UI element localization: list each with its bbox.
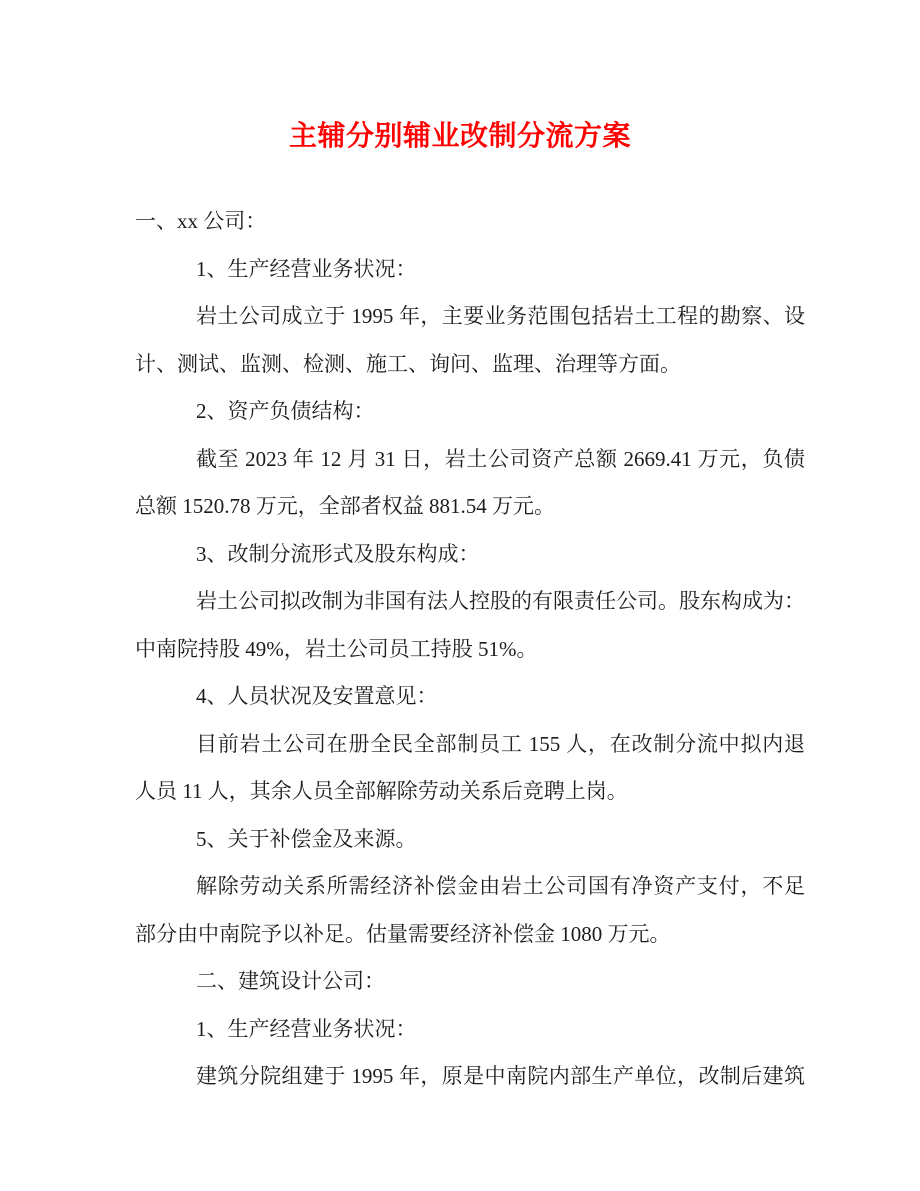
text-line: 1、生产经营业务状况：	[196, 256, 417, 281]
text-line: 二、建筑设计公司：	[196, 969, 385, 993]
text-line: 1、生产经营业务状况：	[196, 1016, 417, 1041]
text-line: 总额 1520.78 万元，全部者权益 881.54 万元。	[135, 494, 555, 518]
text-line: 计、测试、监测、检测、施工、询问、监理、治理等方面。	[135, 351, 681, 376]
document-title: 主辅分别辅业改制分流方案	[288, 120, 631, 151]
text-line: 解除劳动关系所需经济补偿金由岩土公司国有净资产支付，不足	[196, 874, 805, 898]
text-line: 3、改制分流形式及股东构成：	[196, 541, 480, 566]
text-line: 岩土公司拟改制为非国有法人控股的有限责任公司。股东构成为：	[196, 589, 805, 613]
text-line: 5、关于补偿金及来源。	[196, 826, 417, 851]
text-line: 目前岩土公司在册全民全部制员工 155 人，在改制分流中拟内退	[196, 731, 805, 756]
text-line: 建筑分院组建于 1995 年，原是中南院内部生产单位，改制后建筑	[196, 1064, 805, 1088]
text-line: 2、资产负债结构：	[196, 399, 375, 423]
text-line: 4、人员状况及安置意见：	[196, 684, 438, 708]
document-body	[135, 198, 805, 1101]
text-line: 一、xx 公司：	[135, 209, 267, 233]
text-line: 截至 2023 年 12 月 31 日，岩土公司资产总额 2669.41 万元，负债	[196, 446, 805, 471]
text-line: 岩土公司成立于 1995 年，主要业务范围包括岩土工程的勘察、设	[196, 304, 805, 328]
text-line: 中南院持股 49%，岩土公司员工持股 51%。	[135, 636, 538, 661]
text-line: 部分由中南院予以补足。估量需要经济补偿金 1080 万元。	[135, 921, 671, 946]
text-line: 人员 11 人，其余人员全部解除劳动关系后竞聘上岗。	[135, 779, 628, 803]
